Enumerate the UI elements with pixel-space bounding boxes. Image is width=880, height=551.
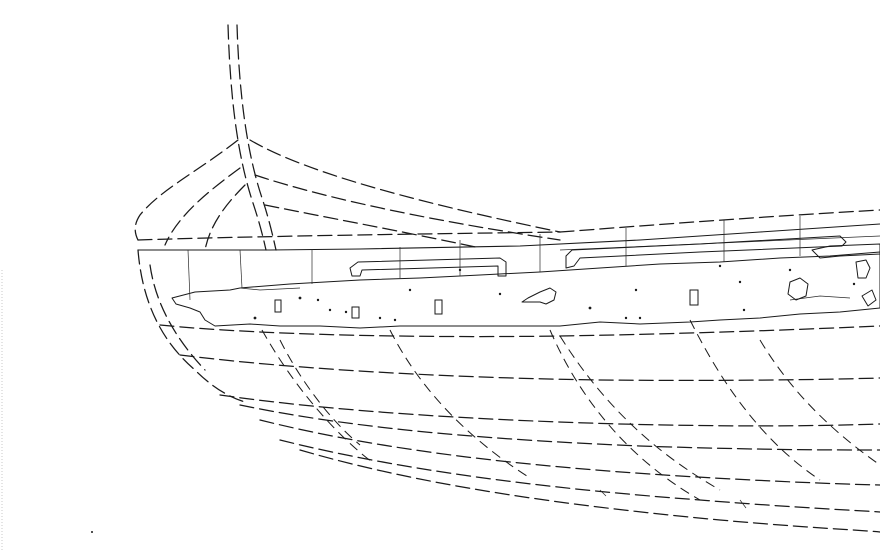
bow-upper-strakes: [135, 140, 560, 250]
bow-outline: [138, 250, 245, 402]
hull-strakes: [160, 325, 880, 532]
sheer-line: [138, 210, 880, 240]
hull-frames: [262, 320, 880, 500]
keel-ends: [91, 490, 746, 533]
stem-post: [228, 25, 276, 250]
preserved-strake: [172, 252, 880, 328]
